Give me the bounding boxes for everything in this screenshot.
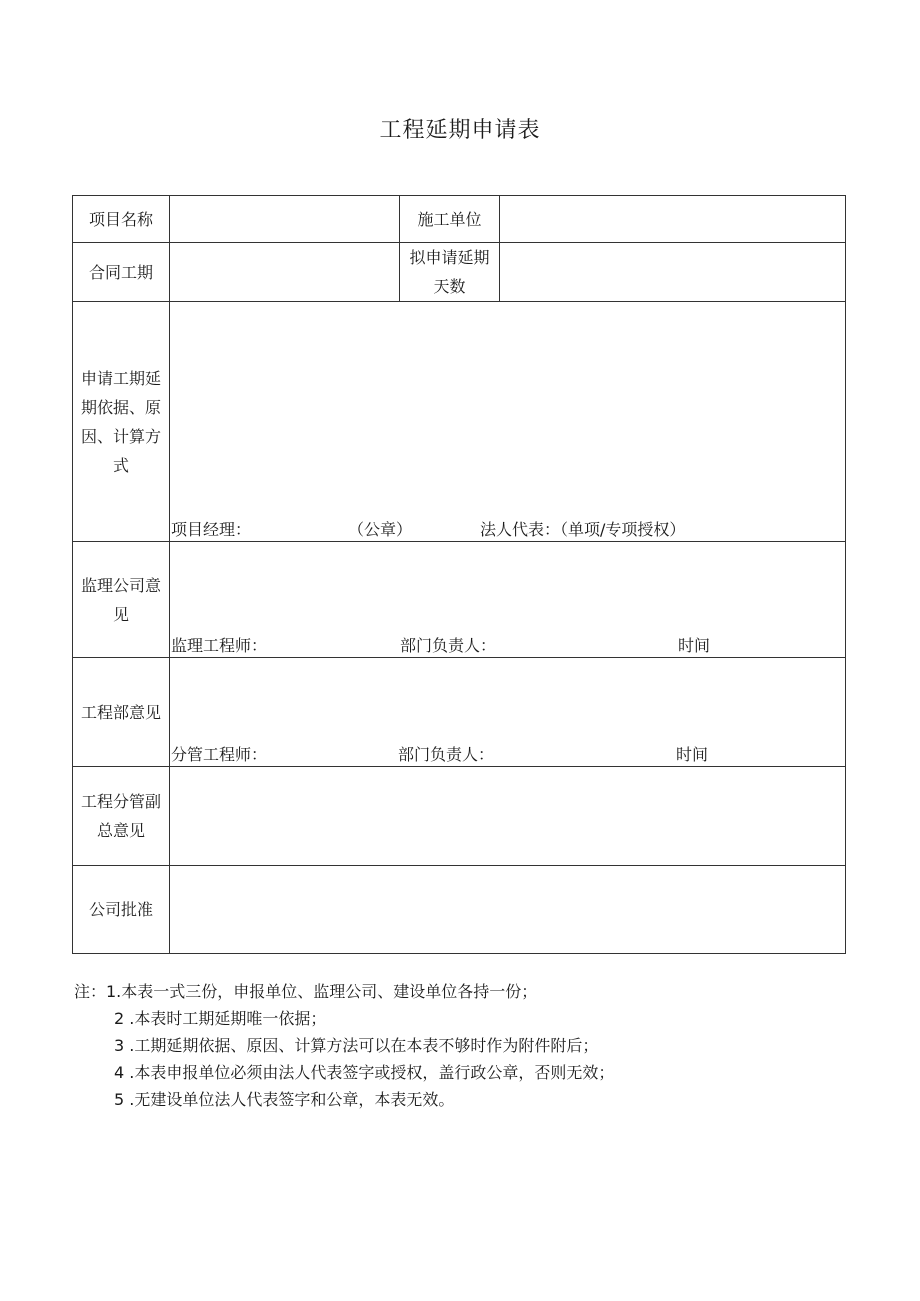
row-engineering-dept <box>73 658 846 767</box>
vp-opinion-field[interactable] <box>170 767 846 866</box>
note-item: 3 .工期延期依据、原因、计算方法可以在本表不够时作为附件附后； <box>114 1036 599 1055</box>
row-project-name <box>73 196 846 243</box>
supervision-signature-line <box>170 633 845 655</box>
row-contract-period <box>73 243 846 302</box>
supervision-engineer-label: 监理工程师： <box>171 636 268 655</box>
engineering-signature-line <box>170 742 845 764</box>
project-name-label: 项目名称 <box>73 196 170 243</box>
extension-days-label: 拟申请延期天数 <box>400 243 500 302</box>
contractor-label: 施工单位 <box>400 196 500 243</box>
engineering-dept-opinion-label: 工程部意见 <box>73 658 170 767</box>
project-manager-signature-label: 项目经理： <box>171 520 252 539</box>
legal-representative-label: 法人代表：（单项/专项授权） <box>480 520 686 539</box>
basis-label: 申请工期延期依据、原因、计算方式 <box>73 302 170 542</box>
notes-section <box>74 978 614 1113</box>
engineering-dept-opinion-field[interactable] <box>170 658 846 767</box>
row-basis <box>73 302 846 542</box>
row-approval <box>73 866 846 954</box>
extension-application-form <box>72 195 846 954</box>
note-item: 5 .无建设单位法人代表签字和公章，本表无效。 <box>114 1090 455 1109</box>
supervision-dept-head-label: 部门负责人： <box>400 636 497 655</box>
official-seal-label: （公章） <box>348 520 413 539</box>
engineering-dept-head-label: 部门负责人： <box>398 745 495 764</box>
page-title: 工程延期申请表 <box>379 118 541 143</box>
basis-field[interactable] <box>170 302 846 542</box>
note-item: 4 .本表申报单位必须由法人代表签字或授权，盖行政公章，否则无效； <box>114 1063 615 1082</box>
extension-days-field[interactable] <box>500 243 846 302</box>
project-name-field[interactable] <box>170 196 400 243</box>
supervision-opinion-label: 监理公司意见 <box>73 542 170 658</box>
engineering-time-label: 时间 <box>676 745 709 764</box>
contractor-field[interactable] <box>500 196 846 243</box>
basis-signature-line <box>170 517 845 539</box>
row-supervision <box>73 542 846 658</box>
engineering-engineer-label: 分管工程师： <box>171 745 268 764</box>
contract-period-field[interactable] <box>170 243 400 302</box>
supervision-time-label: 时间 <box>678 636 711 655</box>
company-approval-field[interactable] <box>170 866 846 954</box>
note-item: 2 .本表时工期延期唯一依据； <box>114 1009 327 1028</box>
contract-period-label: 合同工期 <box>73 243 170 302</box>
vp-opinion-label: 工程分管副总意见 <box>73 767 170 866</box>
supervision-opinion-field[interactable] <box>170 542 846 658</box>
row-vp-opinion <box>73 767 846 866</box>
company-approval-label: 公司批准 <box>73 866 170 954</box>
note-item: 注：1.本表一式三份，申报单位、监理公司、建设单位各持一份； <box>74 982 538 1001</box>
